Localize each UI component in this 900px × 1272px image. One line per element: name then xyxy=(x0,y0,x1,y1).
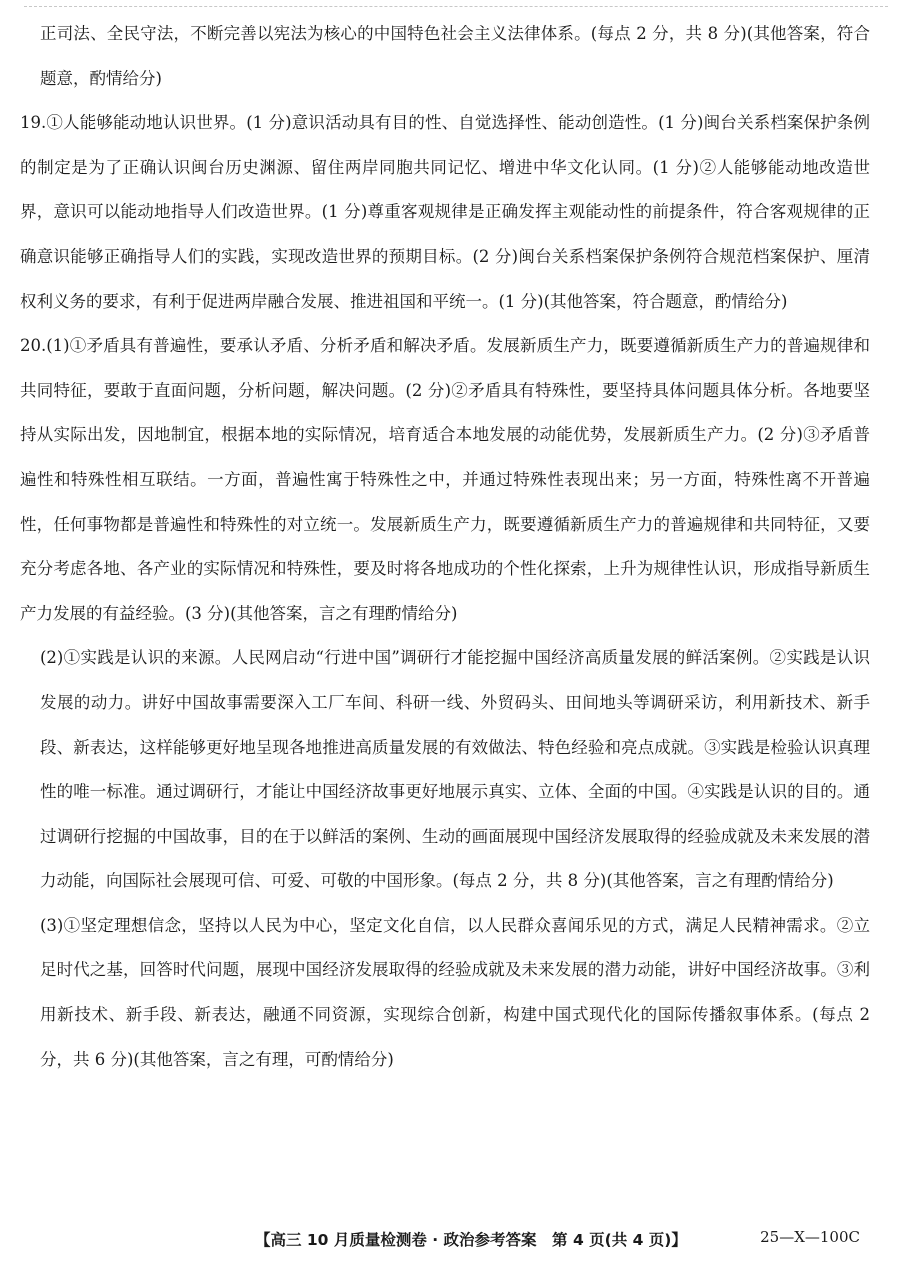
top-divider xyxy=(24,6,888,7)
answer-content xyxy=(20,12,870,1082)
paragraph-question-20-part-2: (2)①实践是认识的来源。人民网启动“行进中国”调研行才能挖掘中国经济高质量发展的鲜活案例。②实践是认识发展的动力。讲好中国故事需要深入工厂车间、科研一线、外贸码头、田间地头等调研采访，利用新技术、新手段、新表达，这样能够更好地呈现各地推进高质量发展的有效做法、特色经验和亮点成就。③实践是检验认识真理性的唯一标准。通过调研行，才能让中国经济故事更好地展示真实、立体、全面的中国。④实践是认识的目的。通过调研行挖掘的中国故事，目的在于以鲜活的案例、生动的画面展现中国经济发展取得的经验成就及未来发展的潜力动能，向国际社会展现可信、可爱、可敬的中国形象。(每点 2 分，共 8 分)(其他答案，言之有理酌情给分) xyxy=(40,648,870,891)
footer-title: 【高三 10 月质量检测卷 · 政治参考答案 第 4 页(共 4 页)】 xyxy=(255,1231,687,1249)
paragraph-question-19: 19.①人能够能动地认识世界。(1 分)意识活动具有目的性、自觉选择性、能动创造性。(1 分)闽台关系档案保护条例的制定是为了正确认识闽台历史渊源、留住两岸同胞共同记忆、增进中华文化认同。(1 分)②人能够能动地改造世界，意识可以能动地指导人们改造世界。(1 分)尊重客观规律是正确发挥主观能动性的前提条件，符合客观规律的正确意识能够正确指导人们的实践，实现改造世界的预期目标。(2 分)闽台关系档案保护条例符合规范档案保护、厘清权利义务的要求，有利于促进两岸融合发展、推进祖国和平统一。(1 分)(其他答案，符合题意，酌情给分) xyxy=(20,113,870,311)
footer-code: 25—X—100C xyxy=(760,1228,860,1246)
paragraph-question-20-part-1: 20.(1)①矛盾具有普遍性，要承认矛盾、分析矛盾和解决矛盾。发展新质生产力，既要遵循新质生产力的普遍规律和共同特征，要敢于直面问题，分析问题，解决问题。(2 分)②矛盾具有特殊性，要坚持具体问题具体分析。各地要坚持从实际出发，因地制宜，根据本地的实际情况，培育适合本地发展的动能优势，发展新质生产力。(2 分)③矛盾普遍性和特殊性相互联结。一方面，普遍性寓于特殊性之中，并通过特殊性表现出来；另一方面，特殊性离不开普遍性，任何事物都是普遍性和特殊性的对立统一。发展新质生产力，既要遵循新质生产力的普遍规律和共同特征，又要充分考虑各地、各产业的实际情况和特殊性，要及时将各地成功的个性化探索，上升为规律性认识，形成指导新质生产力发展的有益经验。(3 分)(其他答案，言之有理酌情给分) xyxy=(20,336,870,623)
page-footer xyxy=(0,1228,900,1258)
paragraph-question-20-part-3: (3)①坚定理想信念，坚持以人民为中心，坚定文化自信，以人民群众喜闻乐见的方式，满足人民精神需求。②立足时代之基，回答时代问题，展现中国经济发展取得的经验成就及未来发展的潜力动能，讲好中国经济故事。③利用新技术、新手段、新表达，融通不同资源，实现综合创新，构建中国式现代化的国际传播叙事体系。(每点 2 分，共 6 分)(其他答案，言之有理，可酌情给分) xyxy=(40,915,870,1069)
paragraph-18-continuation: 正司法、全民守法，不断完善以宪法为核心的中国特色社会主义法律体系。(每点 2 分，共 8 分)(其他答案，符合题意，酌情给分) xyxy=(40,24,870,88)
